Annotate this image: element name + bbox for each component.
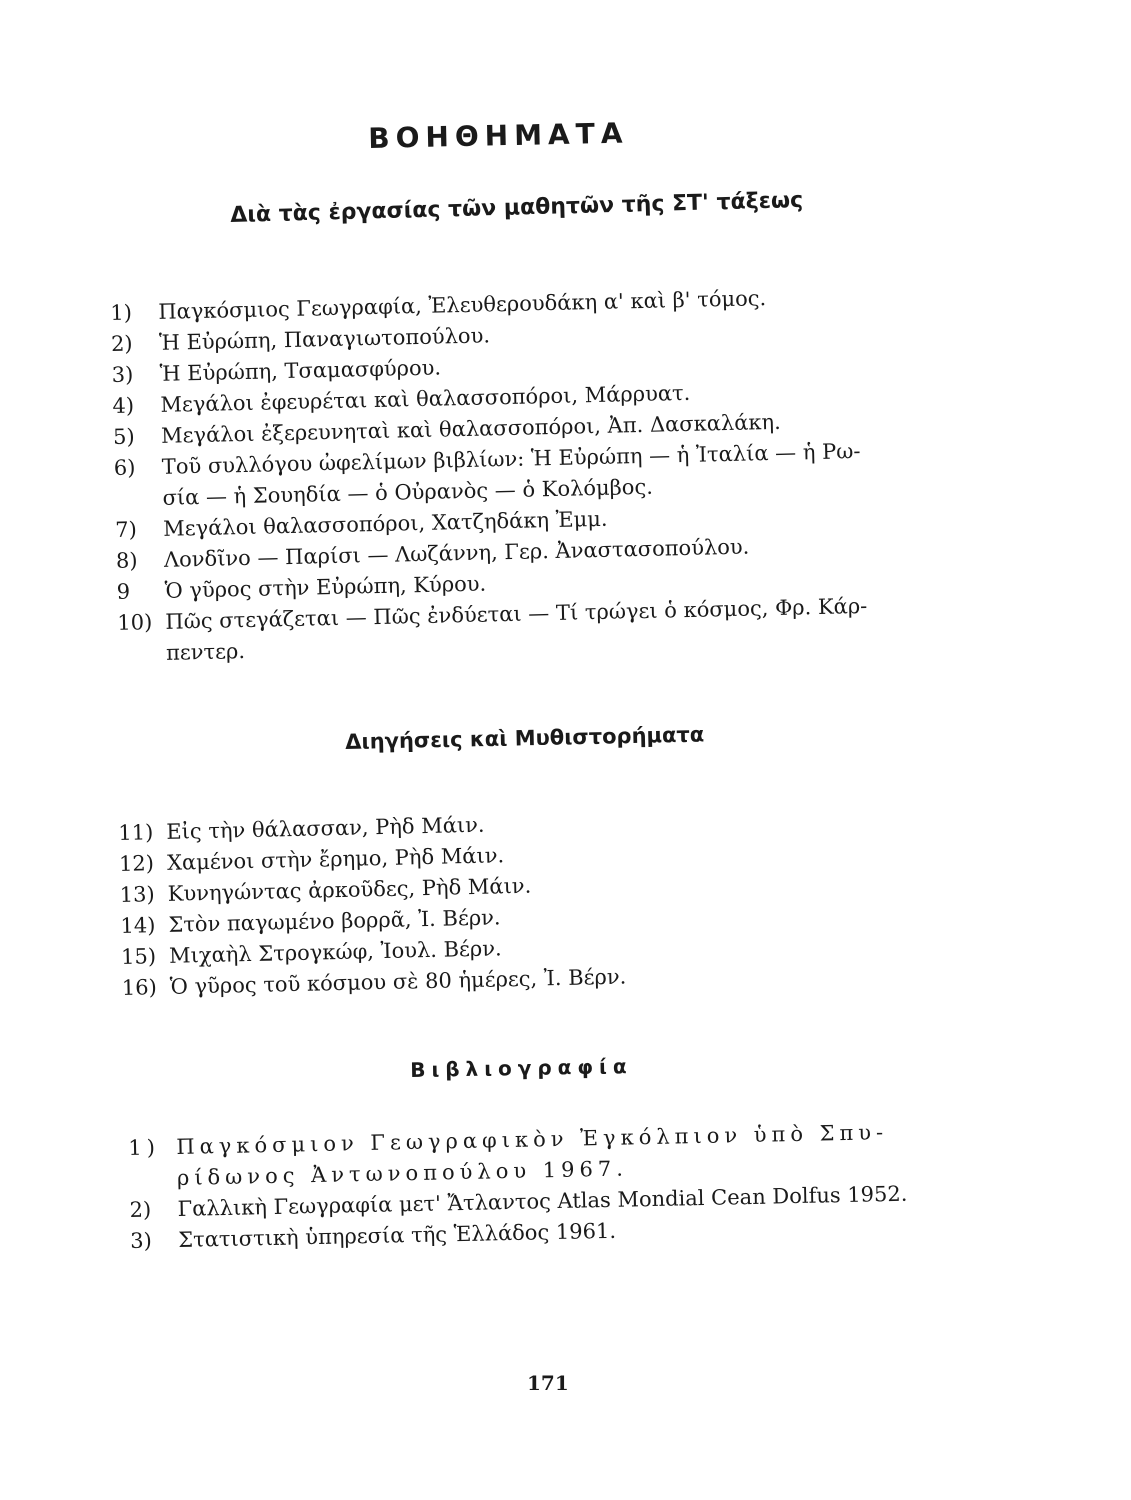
item-number: 15) (120, 944, 157, 969)
item-number: 11) (118, 820, 154, 845)
item-number: 6) (113, 455, 136, 480)
stories-heading: Διηγήσεις καὶ Μυθιστορήματα (345, 722, 705, 754)
item-text: Γαλλικὴ Γεωγραφία μετ' Ἄτλαντος Atlas Mondial Cean Dolfus 1952. (177, 1181, 908, 1221)
item-number: 8) (115, 548, 138, 573)
item-text: Μεγάλοι ἐφευρέται καὶ θαλασσοπόροι, Μάρρυατ. (160, 380, 691, 417)
item-text: πεντερ. (165, 639, 246, 665)
item-text: Ὁ γῦρος στὴν Εὐρώπη, Κύρου. (164, 571, 487, 603)
item-text: Ἡ Εὐρώπη, Τσαμασφύρου. (159, 355, 442, 386)
item-text: Παγκόσμιος Γεωγραφία, Ἐλευθερουδάκη α' καὶ β' τόμος. (158, 286, 767, 324)
item-number: 3) (130, 1228, 153, 1253)
item-text: Στατιστικὴ ὑπηρεσία τῆς Ἑλλάδος 1961. (177, 1218, 617, 1252)
item-text: Στὸν παγωμένο βορρᾶ, Ἰ. Βέρν. (168, 905, 501, 937)
item-number: 7) (114, 517, 138, 542)
item-number: 12) (118, 851, 155, 876)
item-text: Τοῦ συλλόγου ὠφελίμων βιβλίων: Ἡ Εὐρώπη — ἡ Ἰταλία — ἡ Ρω- (161, 439, 861, 479)
item-number: 9 (116, 579, 131, 604)
page-title: ΒΟΗΘΗΜΑΤΑ (368, 116, 629, 155)
item-text: Μεγάλοι ἐξερευνηταὶ καὶ θαλασσοπόροι, Ἀπ. Δασκαλάκη. (160, 409, 782, 448)
page-number: 171 (527, 1371, 569, 1395)
item-number: 10) (117, 610, 153, 635)
item-number: 3) (111, 362, 134, 387)
item-text: Ἡ Εὐρώπη, Παναγιωτοπούλου. (158, 323, 491, 355)
bibliography-heading: Βιβλιογραφία (410, 1054, 633, 1082)
assignments-heading: Διὰ τὰς ἐργασίας τῶν μαθητῶν τῆς ΣΤ' τάξεως (230, 188, 804, 228)
item-text: Πῶς στεγάζεται — Πῶς ἐνδύεται — Τί τρώγει ὁ κόσμος, Φρ. Κάρ- (165, 593, 868, 634)
item-number: 2) (129, 1197, 152, 1222)
item-number: 2) (110, 331, 133, 356)
item-text: Μιχαὴλ Στρογκώφ, Ἰουλ. Βέρν. (168, 936, 502, 968)
assignments-list (110, 281, 868, 670)
item-number: 14) (120, 913, 156, 938)
item-text: σία — ἡ Σουηδία — ὁ Οὐρανὸς — ὁ Κολόμβος. (162, 474, 654, 510)
item-text: Εἰς τὴν θάλασσαν, Ρὴδ Μάιν. (166, 812, 485, 844)
item-text: ρίδωνος Ἀντωνοπούλου 1967. (176, 1156, 629, 1190)
item-number: 1) (110, 300, 133, 325)
item-number: 13) (119, 882, 155, 907)
item-text: Παγκόσμιον Γεωγραφικὸν Ἐγκόλπιον ὑπὸ Σπυ- (176, 1120, 889, 1159)
item-number: 5) (112, 424, 135, 449)
item-text: Λονδῖνο — Παρίσι — Λωζάννη, Γερ. Ἀναστασοπούλου. (163, 534, 750, 572)
item-text: Μεγάλοι θαλασσοπόροι, Χατζηδάκη Ἐμμ. (162, 506, 608, 541)
item-text: Ὁ γῦρος τοῦ κόσμου σὲ 80 ἡμέρες, Ἰ. Βέρν. (169, 964, 627, 999)
bibliography-list (128, 1117, 908, 1257)
item-number: 16) (121, 975, 158, 1000)
item-text: Χαμένοι στὴν ἔρημο, Ρὴδ Μάιν. (166, 843, 505, 875)
item-number: 1) (128, 1135, 161, 1160)
item-number: 4) (112, 393, 135, 418)
item-text: Κυνηγώντας ἀρκοῦδες, Ρὴδ Μάιν. (167, 873, 532, 906)
stories-list (118, 807, 627, 1004)
